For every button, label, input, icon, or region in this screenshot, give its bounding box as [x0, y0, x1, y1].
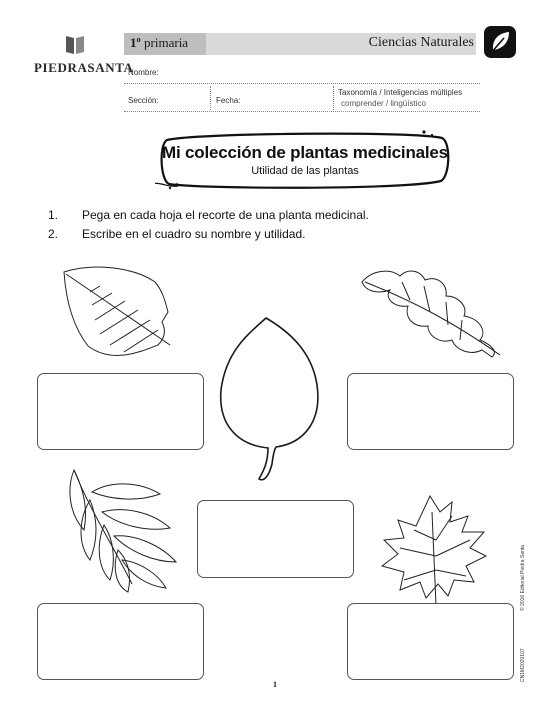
center-leaf-outline [221, 318, 318, 480]
answer-box-top-left[interactable] [37, 373, 204, 450]
page-title: Mi colección de plantas medicinales [162, 143, 448, 162]
subject-title: Ciencias Naturales [368, 35, 474, 50]
page-number: 1 [273, 680, 277, 689]
instruction-1: 1. Pega en cada hoja el recorte de una planta medicinal. [48, 208, 369, 222]
taxonomy-detail: comprender / lingüístico [341, 99, 426, 108]
willow-branch-icon [70, 470, 176, 592]
answer-box-bottom-left[interactable] [37, 603, 204, 680]
answer-box-bottom-right[interactable] [347, 603, 514, 680]
instruction-2: 2. Escribe en el cuadro su nombre y utilidad. [48, 227, 306, 241]
birch-leaf-icon [64, 267, 170, 355]
copyright-text: © 2016 Editorial Piedra Santa [520, 545, 526, 611]
grade-number: 1º [130, 35, 141, 50]
answer-box-top-right[interactable] [347, 373, 514, 450]
document-code: CN1M2020107 [520, 648, 526, 682]
answer-box-center[interactable] [197, 500, 354, 578]
grade-text: primaria [144, 35, 189, 50]
oak-leaf-icon [362, 271, 500, 357]
name-label: Nombre: [128, 68, 159, 77]
taxonomy-label: Taxonomía / Inteligencias múltiples [338, 88, 463, 97]
publisher-logo: PIEDRASANTA [34, 60, 134, 75]
date-label: Fecha: [216, 96, 241, 105]
section-label: Sección: [128, 96, 159, 105]
page-subtitle: Utilidad de las plantas [251, 165, 359, 177]
maple-leaf-icon [382, 496, 486, 605]
